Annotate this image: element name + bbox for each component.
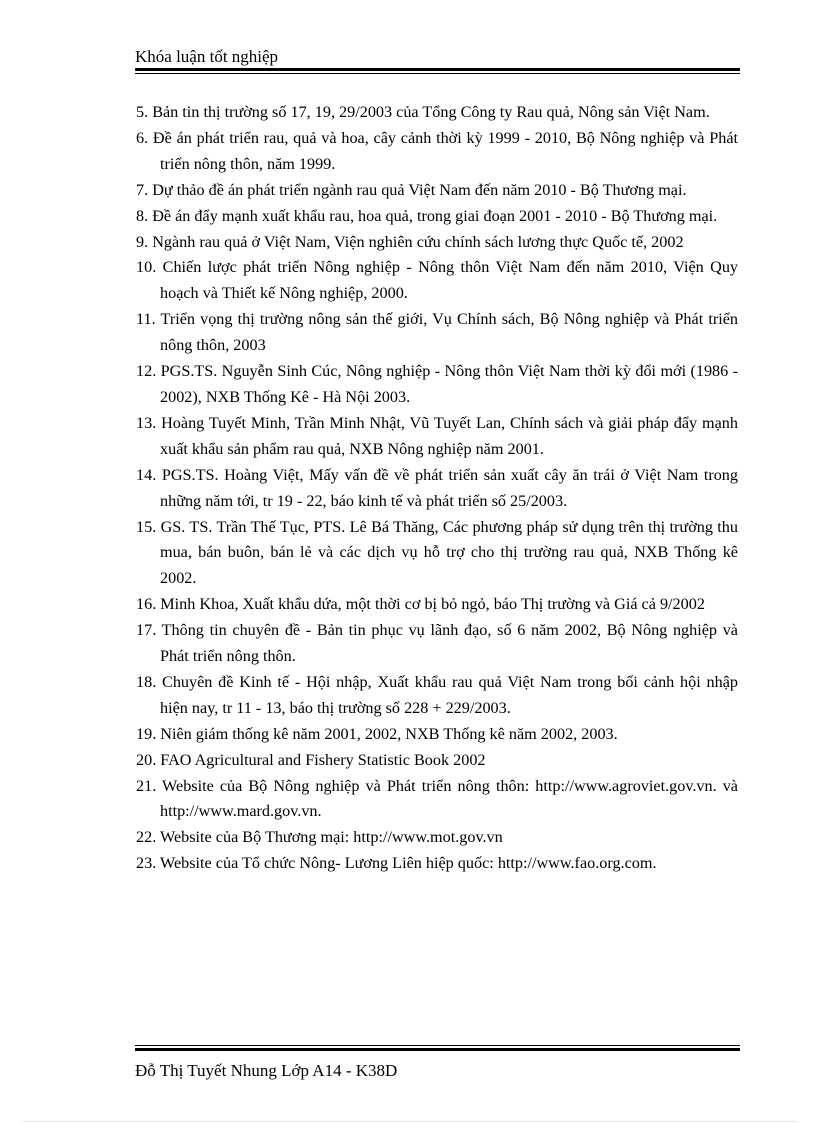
reference-item xyxy=(136,592,738,618)
reference-text: Đề án phát triển rau, quả và hoa, cây cảnh thời kỳ 1999 - 2010, Bộ Nông nghiệp và Phát triển nông thôn, năm 1999. xyxy=(152,128,739,173)
reference-text: Thông tin chuyên đề - Bản tin phục vụ lãnh đạo, số 6 năm 2002, Bộ Nông nghiệp và Phát triển nông thôn. xyxy=(160,621,738,666)
reference-item xyxy=(136,825,738,851)
reference-text: Hoàng Tuyết Minh, Trần Minh Nhật, Vũ Tuyết Lan, Chính sách và giải pháp đẩy mạnh xuất khẩu sản phẩm rau quả, NXB Nông nghiệp năm 2001. xyxy=(160,413,738,458)
reference-number: 22. xyxy=(136,828,157,847)
header-title: Khóa luận tốt nghiệp xyxy=(135,47,279,66)
reference-number: 12. xyxy=(136,362,157,381)
reference-text: Ngành rau quả ở Việt Nam, Viện nghiên cứu chính sách lương thực Quốc tế, 2002 xyxy=(152,232,684,251)
reference-list xyxy=(136,100,738,877)
reference-item xyxy=(136,411,738,463)
reference-text: Dự thảo đề án phát triển ngành rau quả Việt Nam đến năm 2010 - Bộ Thương mại. xyxy=(152,180,687,199)
reference-number: 21. xyxy=(136,776,157,795)
reference-number: 18. xyxy=(136,672,157,691)
footer-rule-thick xyxy=(135,1048,740,1051)
reference-text: Website của Tổ chức Nông- Lương Liên hiệp quốc: http://www.fao.org.com. xyxy=(160,854,657,873)
reference-number: 19. xyxy=(136,724,157,743)
reference-item xyxy=(136,774,738,826)
reference-number: 9. xyxy=(136,232,149,251)
reference-text: Chuyên đề Kinh tế - Hội nhập, Xuất khẩu rau quả Việt Nam trong bối cảnh hội nhập hiện nay, tr 11 - 13, báo thị trường số 228 + 229/2003. xyxy=(160,672,739,717)
reference-number: 15. xyxy=(136,517,157,536)
footer-author: Đỗ Thị Tuyết Nhung Lớp A14 - K38D xyxy=(135,1061,398,1080)
reference-number: 11. xyxy=(136,310,156,329)
reference-text: Chiến lược phát triển Nông nghiệp - Nông thôn Việt Nam đến năm 2010, Viện Quy hoạch và Thiết kế Nông nghiệp, 2000. xyxy=(160,258,739,303)
header-rule-thin xyxy=(135,73,740,74)
reference-item xyxy=(136,515,738,593)
reference-number: 23. xyxy=(136,854,157,873)
reference-text: Minh Khoa, Xuất khẩu dứa, một thời cơ bị bỏ ngỏ, báo Thị trường và Giá cả 9/2002 xyxy=(160,595,705,614)
reference-item xyxy=(136,359,738,411)
reference-item xyxy=(136,722,738,748)
reference-text: Niên giám thống kê năm 2001, 2002, NXB Thống kê năm 2002, 2003. xyxy=(160,724,618,743)
reference-item xyxy=(136,851,738,877)
reference-item xyxy=(136,670,738,722)
reference-item xyxy=(136,618,738,670)
reference-text: PGS.TS. Nguyễn Sinh Cúc, Nông nghiệp - Nông thôn Việt Nam thời kỳ đổi mới (1986 - 2002), NXB Thống Kê - Hà Nội 2003. xyxy=(160,362,739,406)
reference-item xyxy=(136,307,738,359)
reference-item xyxy=(136,126,738,178)
reference-text: Đề án đẩy mạnh xuất khẩu rau, hoa quả, trong giai đoạn 2001 - 2010 - Bộ Thương mại. xyxy=(152,206,718,225)
reference-text: Triển vọng thị trường nông sản thế giới, Vụ Chính sách, Bộ Nông nghiệp và Phát triển nông thôn, 2003 xyxy=(160,310,738,355)
reference-item xyxy=(136,748,738,774)
reference-number: 16. xyxy=(136,595,157,614)
reference-item xyxy=(136,204,738,230)
page-bottom-edge xyxy=(22,1121,797,1122)
reference-text: Website của Bộ Thương mại: http://www.mot.gov.vn xyxy=(160,828,503,847)
reference-text: PGS.TS. Hoàng Việt, Mấy vấn đề về phát triển sản xuất cây ăn trái ở Việt Nam trong những năm tới, tr 19 - 22, báo kinh tế và phát triển số 25/2003. xyxy=(160,465,738,510)
reference-item xyxy=(136,255,738,307)
page-footer xyxy=(135,1045,740,1081)
reference-item xyxy=(136,463,738,515)
reference-number: 13. xyxy=(136,413,157,432)
reference-text: Bản tin thị trường số 17, 19, 29/2003 của Tổng Công ty Rau quả, Nông sản Việt Nam. xyxy=(152,103,710,121)
reference-item xyxy=(136,100,738,126)
reference-text: FAO Agricultural and Fishery Statistic Book 2002 xyxy=(160,750,486,769)
reference-number: 8. xyxy=(136,206,149,225)
reference-number: 20. xyxy=(136,750,157,769)
reference-number: 5. xyxy=(136,103,149,121)
reference-item xyxy=(136,230,738,256)
page-header xyxy=(135,47,740,74)
reference-item xyxy=(136,178,738,204)
reference-text: GS. TS. Trần Thế Tục, PTS. Lê Bá Thăng, Các phương pháp sử dụng trên thị trường thu mua, bán buôn, bán lẻ và các dịch vụ hỗ trợ cho thị trường rau quả, NXB Thống kê 2002. xyxy=(160,517,738,588)
reference-number: 10. xyxy=(136,258,157,277)
reference-number: 17. xyxy=(136,621,157,640)
reference-number: 14. xyxy=(136,465,157,484)
header-rule-thick xyxy=(135,68,740,71)
reference-text: Website của Bộ Nông nghiệp và Phát triển nông thôn: http://www.agroviet.gov.vn. và http://www.mard.gov.vn. xyxy=(160,776,738,821)
reference-number: 7. xyxy=(136,180,149,199)
reference-number: 6. xyxy=(136,128,149,147)
footer-rule-thin xyxy=(135,1045,740,1046)
